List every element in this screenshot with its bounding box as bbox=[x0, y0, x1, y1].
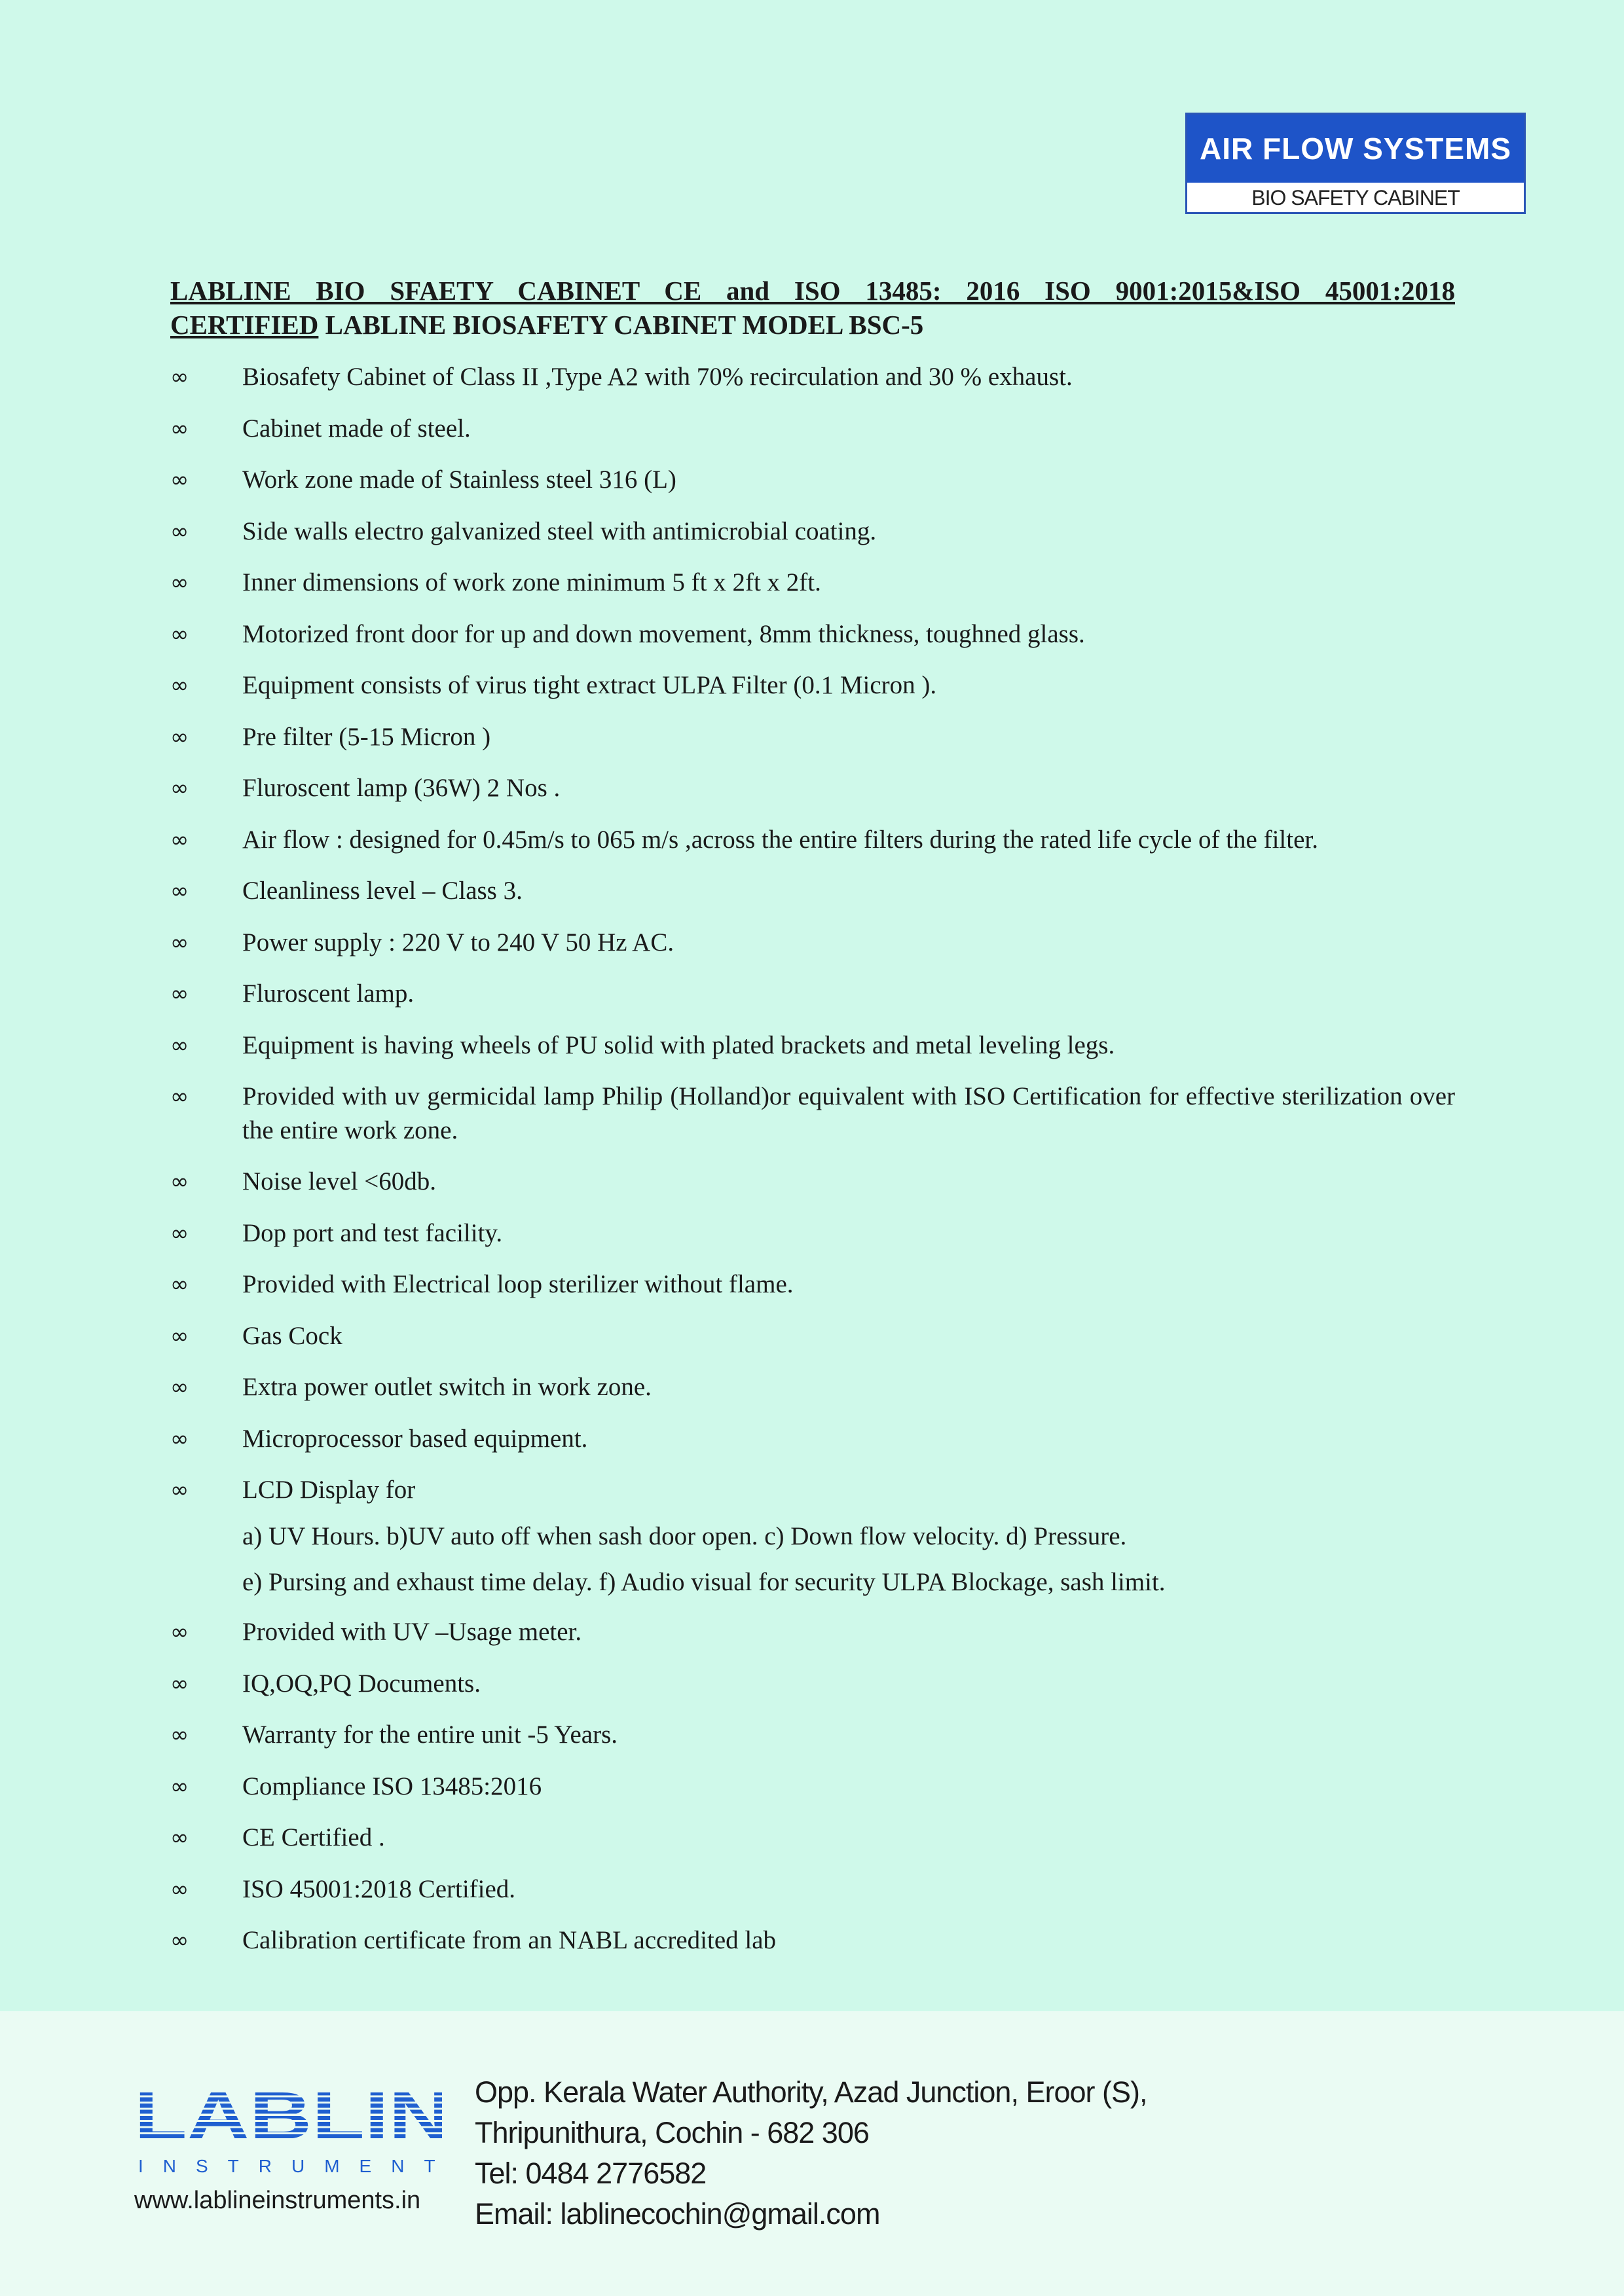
spec-item: ∞ Provided with uv germicidal lamp Philip (Holland)or equivalent with ISO Certification for effective sterilization over the entire work zone. bbox=[170, 1080, 1455, 1165]
spec-item: ∞ Motorized front door for up and down movement, 8mm thickness, toughned glass. bbox=[170, 617, 1455, 669]
infinity-bullet-icon: ∞ bbox=[170, 1220, 189, 1247]
infinity-bullet-icon: ∞ bbox=[170, 364, 189, 390]
infinity-bullet-icon: ∞ bbox=[170, 518, 189, 545]
heading-model: LABLINE BIOSAFETY CABINET MODEL BSC-5 bbox=[318, 310, 924, 340]
spec-item: ∞ CE Certified . bbox=[170, 1821, 1455, 1872]
infinity-bullet-icon: ∞ bbox=[170, 672, 189, 699]
spec-item: ∞ Side walls electro galvanized steel with antimicrobial coating. bbox=[170, 515, 1455, 566]
spec-item: ∞ Fluroscent lamp (36W) 2 Nos . bbox=[170, 771, 1455, 823]
spec-item: ∞ Pre filter (5-15 Micron ) bbox=[170, 720, 1455, 772]
infinity-bullet-icon: ∞ bbox=[170, 1425, 189, 1452]
infinity-bullet-icon: ∞ bbox=[170, 1032, 189, 1059]
spec-item: ∞ Compliance ISO 13485:2016 bbox=[170, 1770, 1455, 1821]
spec-item: ∞ Gas Cock bbox=[170, 1319, 1455, 1371]
spec-item: ∞ Calibration certificate from an NABL accredited lab bbox=[170, 1923, 1455, 1975]
spec-item-lcd: ∞ LCD Display for a) UV Hours. b)UV auto off when sash door open. c) Down flow velocity. d) Pressure. e) Pursing and exhaust time delay. f) Audio visual for security ULPA Blockage, sash limit. bbox=[170, 1473, 1455, 1615]
infinity-bullet-icon: ∞ bbox=[170, 775, 189, 801]
spec-item: ∞ Equipment consists of virus tight extract ULPA Filter (0.1 Micron ). bbox=[170, 668, 1455, 720]
spec-item: ∞ Noise level <60db. bbox=[170, 1165, 1455, 1216]
infinity-bullet-icon: ∞ bbox=[170, 1477, 189, 1503]
infinity-bullet-icon: ∞ bbox=[170, 1271, 189, 1298]
infinity-bullet-icon: ∞ bbox=[170, 723, 189, 750]
spec-item: ∞ Power supply : 220 V to 240 V 50 Hz AC. bbox=[170, 926, 1455, 977]
spec-list bbox=[170, 360, 1455, 1975]
spec-item: ∞ Extra power outlet switch in work zone. bbox=[170, 1370, 1455, 1422]
spec-item: ∞ Inner dimensions of work zone minimum 5 ft x 2ft x 2ft. bbox=[170, 566, 1455, 617]
heading-line-2 bbox=[170, 308, 923, 342]
spec-item: ∞ Fluroscent lamp. bbox=[170, 977, 1455, 1029]
spec-item: ∞ Provided with Electrical loop sterilizer without flame. bbox=[170, 1267, 1455, 1319]
infinity-bullet-icon: ∞ bbox=[170, 1773, 189, 1800]
spec-item: ∞ Cabinet made of steel. bbox=[170, 412, 1455, 464]
infinity-bullet-icon: ∞ bbox=[170, 1670, 189, 1697]
heading-line-1: LABLINE BIO SFAETY CABINET CE and ISO 13485: 2016 ISO 9001:2015&ISO 45001:2018 bbox=[170, 276, 1455, 306]
infinity-bullet-icon: ∞ bbox=[170, 1722, 189, 1748]
lcd-line-1: a) UV Hours. b)UV auto off when sash door open. c) Down flow velocity. d) Pressure. bbox=[242, 1522, 1127, 1550]
spec-item: ∞ Provided with UV –Usage meter. bbox=[170, 1615, 1455, 1667]
infinity-bullet-icon: ∞ bbox=[170, 415, 189, 442]
infinity-bullet-icon: ∞ bbox=[170, 1322, 189, 1349]
labline-logo bbox=[134, 2078, 509, 2177]
email[interactable]: Email: lablinecochin@gmail.com bbox=[475, 2197, 880, 2231]
spec-item: ∞ Warranty for the entire unit -5 Years. bbox=[170, 1718, 1455, 1770]
spec-item: ∞ IQ,OQ,PQ Documents. bbox=[170, 1667, 1455, 1719]
product-badge bbox=[1185, 113, 1526, 214]
infinity-bullet-icon: ∞ bbox=[170, 1876, 189, 1903]
spec-item: ∞ Biosafety Cabinet of Class II ,Type A2 with 70% recirculation and 30 % exhaust. bbox=[170, 360, 1455, 412]
infinity-bullet-icon: ∞ bbox=[170, 826, 189, 853]
heading-certified: CERTIFIED bbox=[170, 310, 319, 340]
badge-subtitle: BIO SAFETY CABINET bbox=[1251, 186, 1460, 210]
infinity-bullet-icon: ∞ bbox=[170, 1374, 189, 1400]
badge-title: AIR FLOW SYSTEMS bbox=[1187, 115, 1524, 183]
infinity-bullet-icon: ∞ bbox=[170, 981, 189, 1007]
logo-wordmark: LABLINE bbox=[134, 2078, 509, 2153]
spec-item: ∞ Work zone made of Stainless steel 316 (L) bbox=[170, 463, 1455, 515]
infinity-bullet-icon: ∞ bbox=[170, 570, 189, 596]
infinity-bullet-icon: ∞ bbox=[170, 878, 189, 904]
spec-item: ∞ Equipment is having wheels of PU solid with plated brackets and metal leveling legs. bbox=[170, 1029, 1455, 1080]
spec-item: ∞ Dop port and test facility. bbox=[170, 1216, 1455, 1268]
spec-item: ∞ Cleanliness level – Class 3. bbox=[170, 874, 1455, 926]
infinity-bullet-icon: ∞ bbox=[170, 1084, 189, 1110]
infinity-bullet-icon: ∞ bbox=[170, 1927, 189, 1954]
infinity-bullet-icon: ∞ bbox=[170, 1825, 189, 1851]
website-link[interactable]: www.lablineinstruments.in bbox=[134, 2187, 421, 2214]
telephone: Tel: 0484 2776582 bbox=[475, 2157, 707, 2190]
contact-address bbox=[475, 2072, 1147, 2234]
spec-item: ∞ Air flow : designed for 0.45m/s to 065 m/s ,across the entire filters during the rated life cycle of the filter. bbox=[170, 823, 1455, 875]
logo-subtitle: INSTRUMENT bbox=[138, 2156, 455, 2176]
infinity-bullet-icon: ∞ bbox=[170, 467, 189, 493]
address-line-2: Thripunithura, Cochin - 682 306 bbox=[475, 2116, 869, 2149]
address-line-1: Opp. Kerala Water Authority, Azad Junction, Eroor (S), bbox=[475, 2075, 1147, 2109]
spec-item: ∞ ISO 45001:2018 Certified. bbox=[170, 1872, 1455, 1924]
infinity-bullet-icon: ∞ bbox=[170, 1619, 189, 1645]
infinity-bullet-icon: ∞ bbox=[170, 929, 189, 956]
infinity-bullet-icon: ∞ bbox=[170, 621, 189, 647]
spec-item: ∞ Microprocessor based equipment. bbox=[170, 1422, 1455, 1474]
infinity-bullet-icon: ∞ bbox=[170, 1169, 189, 1195]
lcd-line-2: e) Pursing and exhaust time delay. f) Audio visual for security ULPA Blockage, sash limit. bbox=[242, 1568, 1166, 1596]
